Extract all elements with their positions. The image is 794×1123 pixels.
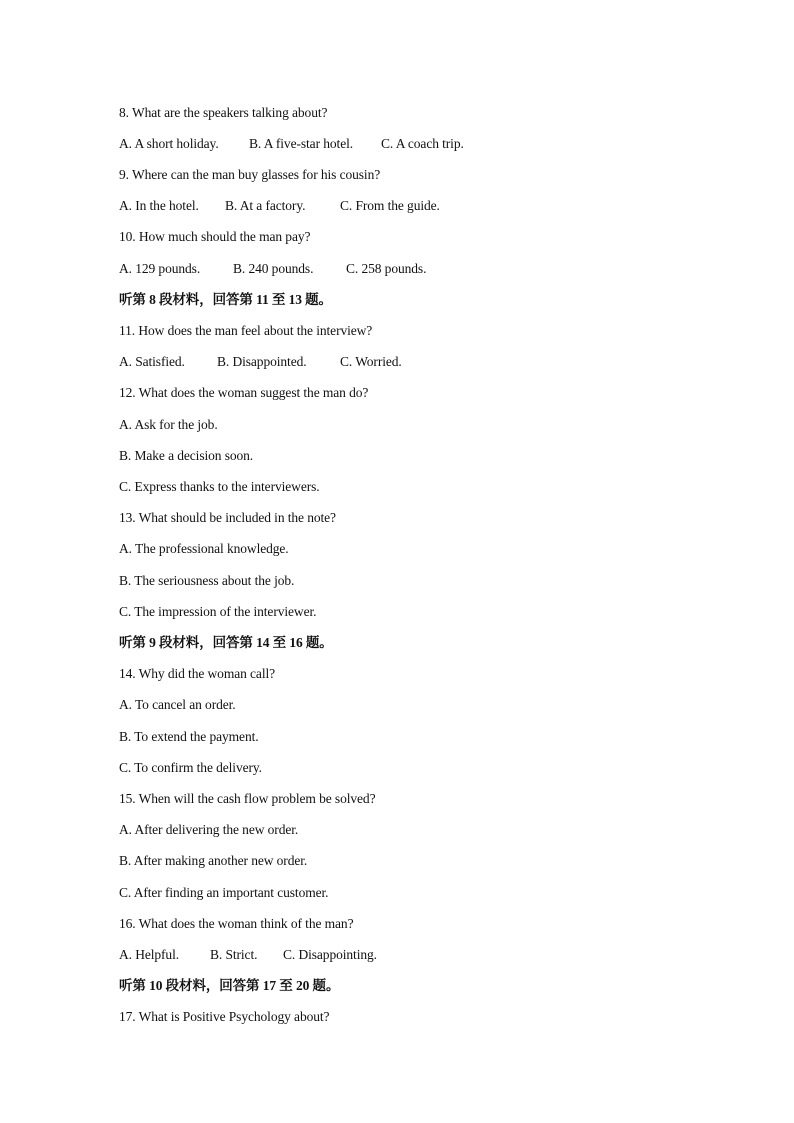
option-a: A. In the hotel. xyxy=(119,198,199,213)
question-11: 11. How does the man feel about the interview? xyxy=(119,323,373,338)
question-14-option-a: A. To cancel an order. xyxy=(119,697,236,712)
question-15-option-b: B. After making another new order. xyxy=(119,853,308,868)
question-14-option-b: B. To extend the payment. xyxy=(119,729,259,744)
question-10: 10. How much should the man pay? xyxy=(119,229,311,244)
question-9: 9. Where can the man buy glasses for his cousin? xyxy=(119,167,381,182)
option-a: A. 129 pounds. xyxy=(119,261,201,276)
option-a: A. Satisfied. xyxy=(119,354,185,369)
question-9-options xyxy=(119,197,440,215)
question-16: 16. What does the woman think of the man? xyxy=(119,916,354,931)
question-11-options xyxy=(119,353,402,371)
question-13-option-a: A. The professional knowledge. xyxy=(119,541,289,556)
question-8: 8. What are the speakers talking about? xyxy=(119,105,328,120)
section-heading-8: 听第 8 段材料，回答第 11 至 13 题。 xyxy=(119,292,332,307)
question-13-option-b: B. The seriousness about the job. xyxy=(119,573,295,588)
option-b: B. 240 pounds. xyxy=(233,261,314,276)
question-16-options xyxy=(119,946,377,964)
section-heading-10: 听第 10 段材料，回答第 17 至 20 题。 xyxy=(119,978,340,993)
question-12: 12. What does the woman suggest the man do? xyxy=(119,385,369,400)
option-c: C. From the guide. xyxy=(340,198,440,213)
question-12-option-b: B. Make a decision soon. xyxy=(119,448,254,463)
option-b: B. A five-star hotel. xyxy=(249,136,354,151)
question-17: 17. What is Positive Psychology about? xyxy=(119,1009,330,1024)
option-b: B. Disappointed. xyxy=(217,354,307,369)
question-15-option-c: C. After finding an important customer. xyxy=(119,885,329,900)
question-15-option-a: A. After delivering the new order. xyxy=(119,822,299,837)
question-14-option-c: C. To confirm the delivery. xyxy=(119,760,262,775)
question-8-options xyxy=(119,135,464,153)
question-15: 15. When will the cash flow problem be solved? xyxy=(119,791,376,806)
option-c: C. Disappointing. xyxy=(283,947,377,962)
question-13-option-c: C. The impression of the interviewer. xyxy=(119,604,317,619)
option-b: B. Strict. xyxy=(210,947,258,962)
question-13: 13. What should be included in the note? xyxy=(119,510,336,525)
section-heading-9: 听第 9 段材料，回答第 14 至 16 题。 xyxy=(119,635,333,650)
question-14: 14. Why did the woman call? xyxy=(119,666,276,681)
option-c: C. 258 pounds. xyxy=(346,261,427,276)
option-a: A. Helpful. xyxy=(119,947,180,962)
option-a: A. A short holiday. xyxy=(119,136,219,151)
option-c: C. A coach trip. xyxy=(381,136,464,151)
option-c: C. Worried. xyxy=(340,354,402,369)
question-12-option-c: C. Express thanks to the interviewers. xyxy=(119,479,320,494)
question-10-options xyxy=(119,260,426,278)
option-b: B. At a factory. xyxy=(225,198,306,213)
question-12-option-a: A. Ask for the job. xyxy=(119,417,218,432)
